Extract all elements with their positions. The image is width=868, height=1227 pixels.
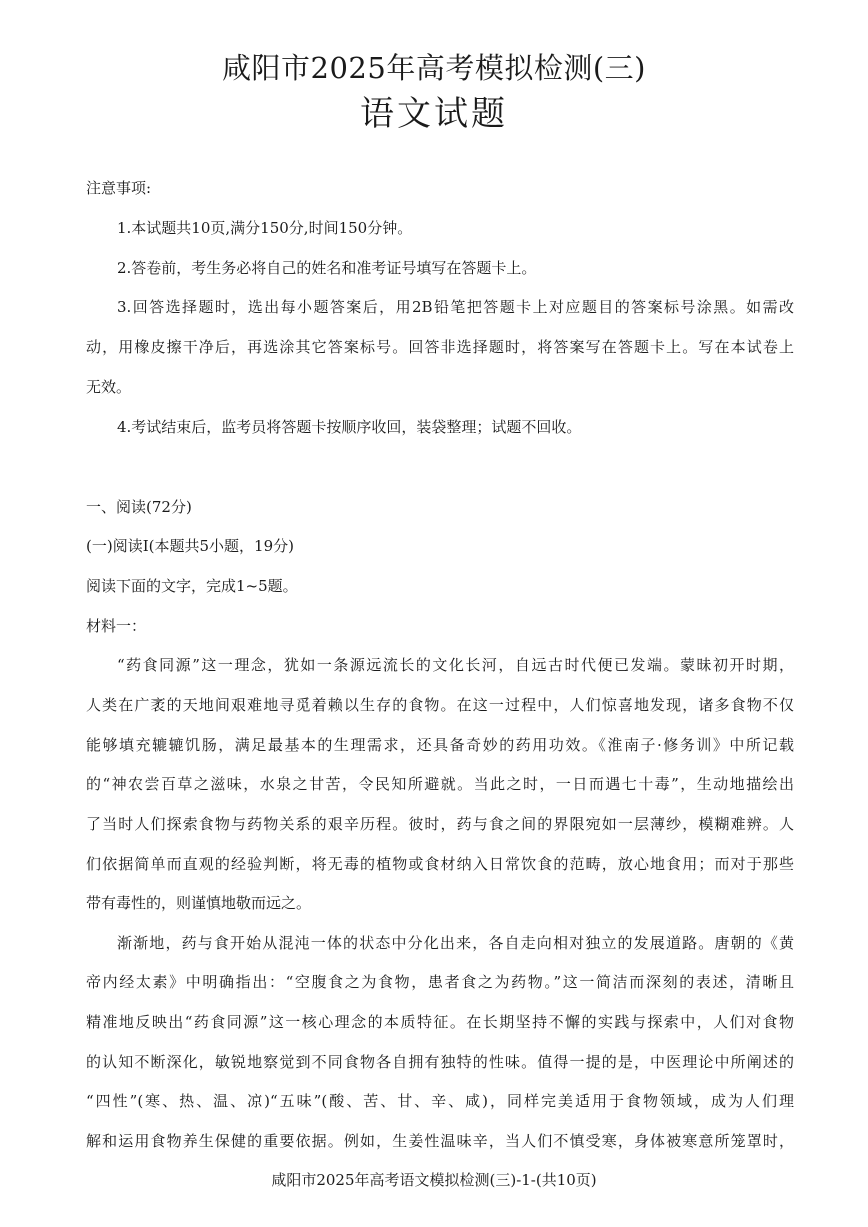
notice-item-3-line-3: 无效。	[86, 378, 132, 396]
notice-heading: 注意事项:	[86, 179, 152, 197]
passage-line: 能够填充辘辘饥肠，满足最基本的生理需求，还具备奇妙的药用功效。《淮南子·修务训》中所记载	[86, 736, 794, 754]
passage-line: 帝内经太素》中明确指出：“空腹食之为食物，患者食之为药物。”这一简洁而深刻的表述，清晰且	[86, 973, 794, 991]
exam-title: 咸阳市2025年高考模拟检测(三)	[222, 51, 646, 85]
passage-line: 渐渐地，药与食开始从混沌一体的状态中分化出来，各自走向相对独立的发展道路。唐朝的《黄	[117, 934, 794, 952]
subject-title: 语文试题	[360, 94, 508, 134]
notice-item-2: 2.答卷前，考生务必将自己的姓名和准考证号填写在答题卡上。	[117, 259, 537, 277]
passage-line: 人类在广袤的天地间艰难地寻觅着赖以生存的食物。在这一过程中，人们惊喜地发现，诸多食物不仅	[86, 696, 794, 714]
passage-line: 的认知不断深化，敏锐地察觉到不同食物各自拥有独特的性味。值得一提的是，中医理论中所阐述的	[86, 1053, 794, 1071]
passage-line: 的“神农尝百草之滋味，水泉之甘苦，令民知所避就。当此之时，一日而遇七十毒”，生动地描绘出	[86, 775, 794, 793]
notice-item-3-line-1: 3.回答选择题时，选出每小题答案后，用2B铅笔把答题卡上对应题目的答案标号涂黑。如需改	[117, 298, 794, 316]
subsection-heading: (一)阅读Ⅰ(本题共5小题，19分)	[86, 537, 294, 555]
page-footer: 咸阳市2025年高考语文模拟检测(三)-1-(共10页)	[271, 1171, 597, 1189]
notice-item-4: 4.考试结束后，监考员将答题卡按顺序收回，装袋整理；试题不回收。	[117, 418, 582, 436]
passage-line: 们依据简单而直观的经验判断，将无毒的植物或食材纳入日常饮食的范畴，放心地食用；而对于那些	[86, 855, 794, 873]
passage-line: 解和运用食物养生保健的重要依据。例如，生姜性温味辛，当人们不慎受寒，身体被寒意所笼罩时，	[86, 1132, 794, 1150]
passage-line: 精准地反映出“药食同源”这一核心理念的本质特征。在长期坚持不懈的实践与探索中，人们对食物	[86, 1013, 794, 1031]
passage-line: “药食同源”这一理念，犹如一条源远流长的文化长河，自远古时代便已发端。蒙昧初开时期，	[117, 656, 794, 674]
passage-line: “四性”(寒、热、温、凉)“五味”(酸、苦、甘、辛、咸)，同样完美适用于食物领域，成为人们理	[86, 1092, 794, 1110]
notice-item-3-line-2: 动，用橡皮擦干净后，再选涂其它答案标号。回答非选择题时，将答案写在答题卡上。写在本试卷上	[86, 338, 794, 356]
notice-item-1: 1.本试题共10页,满分150分,时间150分钟。	[117, 219, 413, 237]
reading-instruction: 阅读下面的文字，完成1~5题。	[86, 577, 298, 595]
section-heading: 一、阅读(72分)	[86, 498, 192, 516]
passage-line: 了当时人们探索食物与药物关系的艰辛历程。彼时，药与食之间的界限宛如一层薄纱，模糊难辨。人	[86, 815, 794, 833]
material-label: 材料一：	[86, 617, 147, 635]
passage-line: 带有毒性的，则谨慎地敬而远之。	[86, 894, 312, 912]
